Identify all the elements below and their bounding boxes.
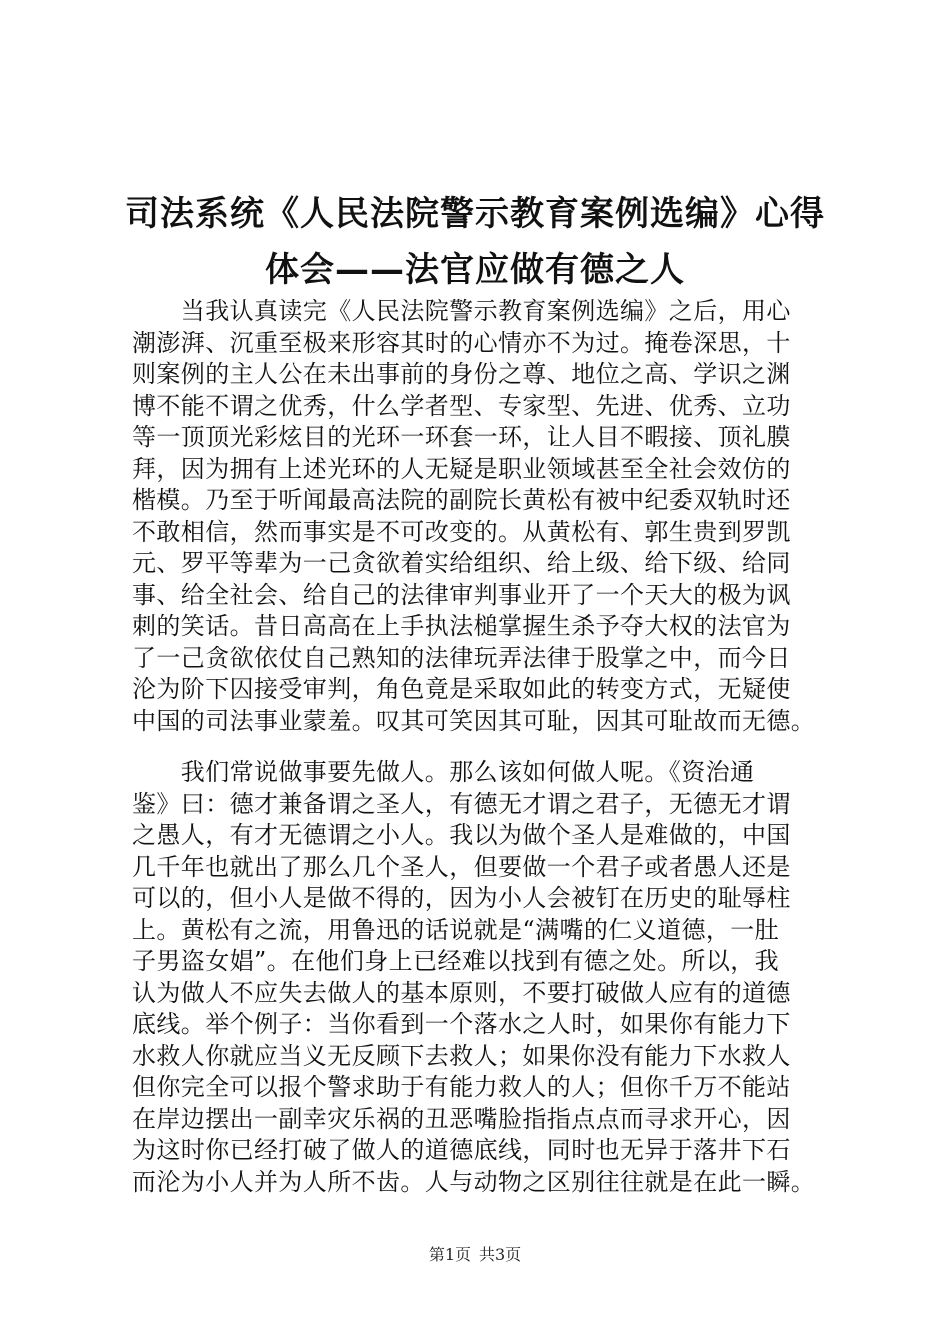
paragraph-line: 当我认真读完《人民法院警示教育案例选编》之后，用心 — [132, 297, 791, 325]
paragraph-line: 沦为阶下囚接受审判，角色竟是采取如此的转变方式，无疑使 — [132, 675, 791, 703]
page-number-label: 第1页 — [428, 1245, 471, 1264]
paragraph-line: 底线。举个例子：当你看到一个落水之人时，如果你有能力下 — [132, 1010, 791, 1038]
paragraph-line: 上。黄松有之流，用鲁迅的话说就是“满嘴的仁义道德，一肚 — [132, 915, 780, 944]
paragraph-line: 而沦为小人并为人所不齿。人与动物之区别往往就是在此一瞬。 — [132, 1167, 816, 1196]
document-title-line-1: 司法系统《人民法院警示教育案例选编》心得 — [125, 194, 825, 234]
paragraph-line: 不敢相信，然而事实是不可改变的。从黄松有、郭生贵到罗凯 — [132, 517, 791, 546]
paragraph-line: 潮澎湃、沉重至极来形容其时的心情亦不为过。掩卷深思，十 — [132, 328, 791, 357]
paragraph-line: 我们常说做事要先做人。那么该如何做人呢。《资治通 — [132, 758, 755, 786]
paragraph-line: 为这时你已经打破了做人的道德底线，同时也无异于落井下石 — [132, 1136, 791, 1164]
page-total-label: 共3页 — [479, 1245, 522, 1264]
paragraph-line: 之愚人，有才无德谓之小人。我以为做个圣人是难做的，中国 — [132, 821, 791, 849]
paragraph-2 — [132, 757, 832, 1198]
paragraph-line: 中国的司法事业蒙羞。叹其可笑因其可耻，因其可耻故而无德。 — [132, 706, 816, 735]
page-footer — [0, 1242, 950, 1265]
paragraph-line: 了一己贪欲依仗自己熟知的法律玩弄法律于股掌之中，而今日 — [132, 643, 791, 672]
paragraph-line: 在岸边摆出一副幸灾乐祸的丑恶嘴脸指指点点而寻求开心，因 — [132, 1104, 791, 1133]
paragraph-line: 认为做人不应失去做人的基本原则，不要打破做人应有的道德 — [132, 978, 791, 1007]
paragraph-line: 则案例的主人公在未出事前的身份之尊、地位之高、学识之渊 — [132, 360, 791, 388]
paragraph-line: 等一顶顶光彩炫目的光环一环套一环，让人目不暇接、顶礼膜 — [132, 423, 791, 451]
paragraph-line: 水救人你就应当义无反顾下去救人；如果你没有能力下水救人 — [132, 1041, 791, 1070]
paragraph-line: 子男盗女娼”。在他们身上已经难以找到有德之处。所以，我 — [132, 947, 780, 975]
paragraph-line: 楷模。乃至于听闻最高法院的副院长黄松有被中纪委双轨时还 — [132, 486, 791, 514]
document-title-line-2: 体会——法官应做有德之人 — [265, 250, 685, 290]
paragraph-line: 博不能不谓之优秀，什么学者型、专家型、先进、优秀、立功 — [132, 391, 791, 420]
paragraph-line: 刺的笑话。昔日高高在上手执法槌掌握生杀予夺大权的法官为 — [132, 612, 791, 640]
paragraph-line: 事、给全社会、给自己的法律审判事业开了一个天大的极为讽 — [132, 580, 791, 609]
paragraph-line: 几千年也就出了那么几个圣人，但要做一个君子或者愚人还是 — [132, 852, 791, 881]
paragraph-line: 拜，因为拥有上述光环的人无疑是职业领域甚至全社会效仿的 — [132, 454, 791, 483]
paragraph-1 — [132, 296, 832, 737]
paragraph-line: 元、罗平等辈为一己贪欲着实给组织、给上级、给下级、给同 — [132, 549, 791, 577]
paragraph-line: 鉴》曰：德才兼备谓之圣人，有德无才谓之君子，无德无才谓 — [132, 789, 791, 818]
paragraph-line: 可以的，但小人是做不得的，因为小人会被钉在历史的耻辱柱 — [132, 884, 791, 912]
paragraph-line: 但你完全可以报个警求助于有能力救人的人；但你千万不能站 — [132, 1073, 791, 1101]
